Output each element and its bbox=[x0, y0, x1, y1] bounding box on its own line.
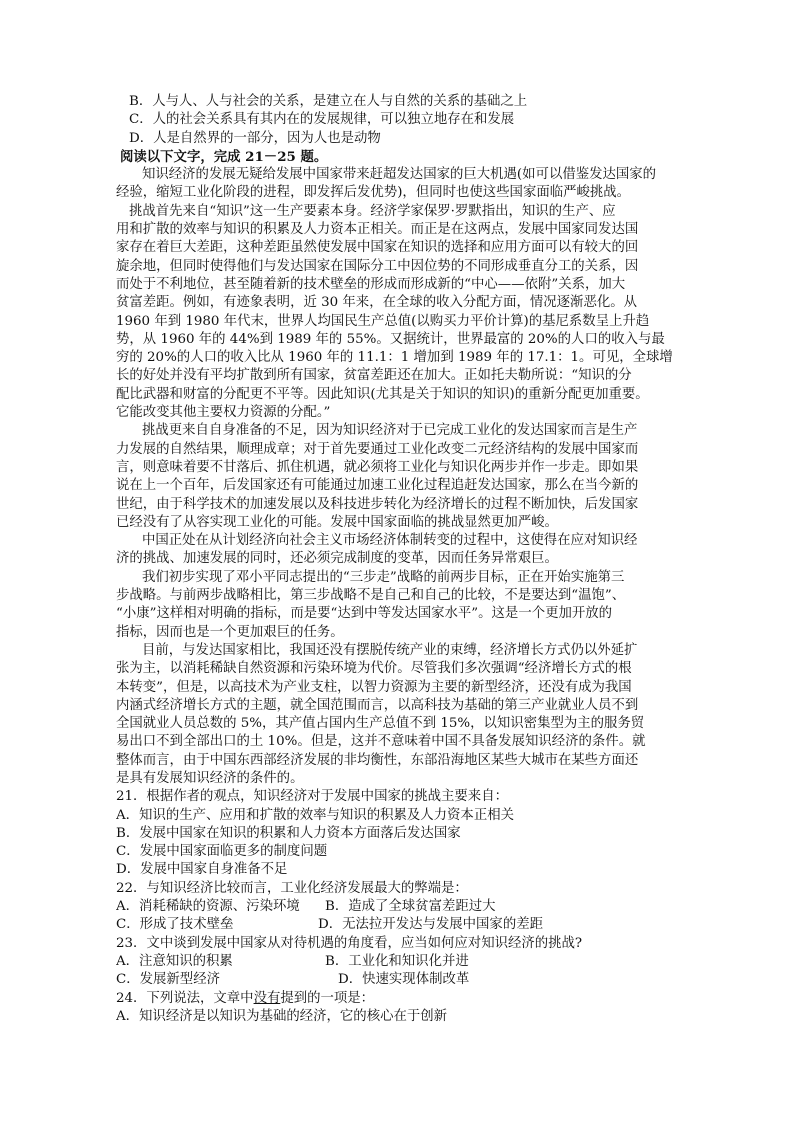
passage-line: 挑战更来自自身准备的不足，因为知识经济对于已完成工业化的发达国家而言是生产 bbox=[142, 423, 638, 439]
passage-line: 言，则意味着要不甘落后、抓住机遇，就必须将工业化与知识化两步并作一步走。即如果 bbox=[116, 459, 639, 475]
passage-line: 说在上一个百年，后发国家还有可能通过加速工业化过程追赶发达国家，那么在当今新的 bbox=[116, 478, 639, 494]
passage-line: 指标，因而也是一个更加艰巨的任务。 bbox=[116, 624, 344, 640]
answer-option: C．形成了技术壁垒 bbox=[116, 917, 234, 933]
passage-line: 用和扩散的效率与知识的积累及人力资本正相关。而正是在这两点，发展中国家同发达国 bbox=[116, 222, 639, 238]
question-stem: 23．文中谈到发展中国家从对待机遇的角度看，应当如何应对知识经济的挑战? bbox=[116, 935, 583, 951]
passage-line: 配比武器和财富的分配更不平等。因此知识(尤其是关于知识的知识)的重新分配更加重要。 bbox=[116, 386, 649, 402]
option-line: D．人是自然界的一部分，因为人也是动物 bbox=[129, 130, 381, 146]
passage-line: 济的挑战、加速发展的同时，还必须完成制度的变革，因而任务异常艰巨。 bbox=[116, 551, 558, 567]
passage-line: 目前，与发达国家相比，我国还没有摆脱传统产业的束缚，经济增长方式仍以外延扩 bbox=[142, 642, 638, 658]
passage-line: 它能改变其他主要权力资源的分配。” bbox=[116, 405, 331, 421]
passage-line: 势，从 1960 年的 44%到 1989 年的 55%。又据统计，世界最富的 20%的人口的收入与最 bbox=[116, 331, 665, 347]
exam-page bbox=[116, 93, 678, 1026]
option-line: B．人与人、人与社会的关系，是建立在人与自然的关系的基础之上 bbox=[129, 94, 528, 109]
passage-line: 知识经济的发展无疑给发展中国家带来赶超发达国家的巨大机遇(如可以借鉴发达国家的 bbox=[142, 167, 657, 183]
answer-option: D．快速实现体制改革 bbox=[338, 972, 470, 988]
passage-line: 家存在着巨大差距，这种差距虽然使发展中国家在知识的选择和应用方面可以有较大的回 bbox=[116, 240, 639, 256]
passage-line: 张为主，以消耗稀缺自然资源和污染环境为代价。尽管我们多次强调“经济增长方式的根 bbox=[116, 661, 632, 677]
passage-line: 1960 年到 1980 年代末，世界人均国民生产总值(以购买力平价计算)的基尼系数呈上升趋 bbox=[116, 313, 650, 329]
passage-line: 旋余地，但同时使得他们与发达国家在国际分工中因位势的不同形成垂直分工的关系，因 bbox=[116, 258, 639, 274]
reading-heading: 阅读以下文字，完成 21－25 题。 bbox=[120, 148, 328, 165]
answer-option: C．发展中国家面临更多的制度问题 bbox=[116, 844, 328, 860]
passage-line: 全国就业人员总数的 5%，其产值占国内生产总值不到 15%，以知识密集型为主的服务贸 bbox=[116, 716, 645, 732]
passage-line: 而处于不利地位，甚至随着新的技术壁垒的形成而形成新的“中心——依附”关系，加大 bbox=[116, 276, 626, 292]
option-line: C．人的社会关系具有其内在的发展规律，可以独立地存在和发展 bbox=[129, 112, 515, 128]
passage-line: 贫富差距。例如，有迹象表明，近 30 年来，在全球的收入分配方面，情况逐渐恶化。从 bbox=[116, 295, 638, 311]
passage-line: 是具有发展知识经济的条件的。 bbox=[116, 770, 304, 786]
answer-option: B．造成了全球贫富差距过大 bbox=[325, 899, 496, 915]
passage-line: 步战略。与前两步战略相比，第三步战略不是自己和自己的比较，不是要达到“温饱”、 bbox=[116, 588, 626, 604]
passage-line: 已经没有了从容实现工业化的可能。发展中国家面临的挑战显然更加严峻。 bbox=[116, 514, 558, 530]
passage-line: 中国正处在从计划经济向社会主义市场经济体制转变的过程中，这使得在应对知识经 bbox=[142, 533, 638, 549]
answer-option: D．发展中国家自身准备不足 bbox=[116, 862, 288, 878]
passage-line: 世纪，由于科学技术的加速发展以及科技进步转化为经济增长的过程不断加快，后发国家 bbox=[116, 496, 639, 512]
passage-line: 挑战首先来自“知识”这一生产要素本身。经济学家保罗·罗默指出，知识的生产、应 bbox=[129, 203, 616, 219]
passage bbox=[116, 166, 678, 788]
option-row bbox=[116, 916, 678, 934]
question-stem: 21．根据作者的观点，知识经济对于发展中国家的挑战主要来自： bbox=[116, 789, 508, 805]
question-stem: 22．与知识经济比较而言，工业化经济发展最大的弊端是： bbox=[116, 880, 468, 896]
stem-text: 提到的一项是： bbox=[280, 990, 375, 1006]
answer-option: A．知识经济是以知识为基础的经济，它的核心在于创新 bbox=[116, 1008, 448, 1024]
answer-option: A．消耗稀缺的资源、污染环境 bbox=[116, 899, 300, 915]
passage-line: “小康”这样相对明确的指标，而是要“达到中等发达国家水平”。这是一个更加开放的 bbox=[116, 606, 613, 622]
passage-line: 整体而言，由于中国东西部经济发展的非均衡性，东部沿海地区某些大城市在某些方面还 bbox=[116, 752, 639, 768]
option-row bbox=[116, 898, 678, 916]
passage-line: 穷的 20%的人口的收入比从 1960 年的 11.1：1 增加到 1989 年的 17.1：1。可见，全球增 bbox=[116, 350, 673, 366]
answer-option: A．注意知识的积累 bbox=[116, 953, 233, 969]
question-stem bbox=[116, 990, 678, 1008]
option-row bbox=[116, 953, 678, 971]
passage-line: 本转变”，但是，以高技术为产业支柱，以智力资源为主要的新型经济，还没有成为我国 bbox=[116, 679, 632, 695]
passage-line: 力发展的自然结果，顺理成章；对于首先要通过工业化改变二元经济结构的发展中国家而 bbox=[116, 441, 639, 457]
passage-line: 长的好处并没有平均扩散到所有国家，贫富差距还在加大。正如托夫勒所说：“知识的分 bbox=[116, 368, 632, 384]
passage-line: 经验，缩短工业化阶段的进程，即发挥后发优势)，但同时也使这些国家面临严峻挑战。 bbox=[116, 185, 631, 201]
passage-line: 易出口不到全部出口的土 10%。但是，这并不意味着中国不具备发展知识经济的条件。就 bbox=[116, 734, 646, 750]
passage-line: 我们初步实现了邓小平同志提出的“三步走”战略的前两步目标，正在开始实施第三 bbox=[142, 569, 625, 585]
answer-option: D．无法拉开发达与发展中国家的差距 bbox=[318, 917, 543, 933]
answer-option: B．发展中国家在知识的积累和人力资本方面落后发达国家 bbox=[116, 825, 461, 841]
passage-line: 内涵式经济增长方式的主题，就全国范围而言，以高科技为基础的第三产业就业人员不到 bbox=[116, 697, 639, 713]
answer-option: A．知识的生产、应用和扩散的效率与知识的积累及人力资本正相关 bbox=[116, 807, 514, 823]
answer-option: B．工业化和知识化并进 bbox=[325, 953, 469, 969]
answer-option: C．发展新型经济 bbox=[116, 972, 220, 988]
option-row bbox=[116, 971, 678, 989]
stem-text: 24．下列说法，文章中 bbox=[116, 990, 254, 1006]
emphasis-underline: 没有 bbox=[253, 990, 281, 1006]
